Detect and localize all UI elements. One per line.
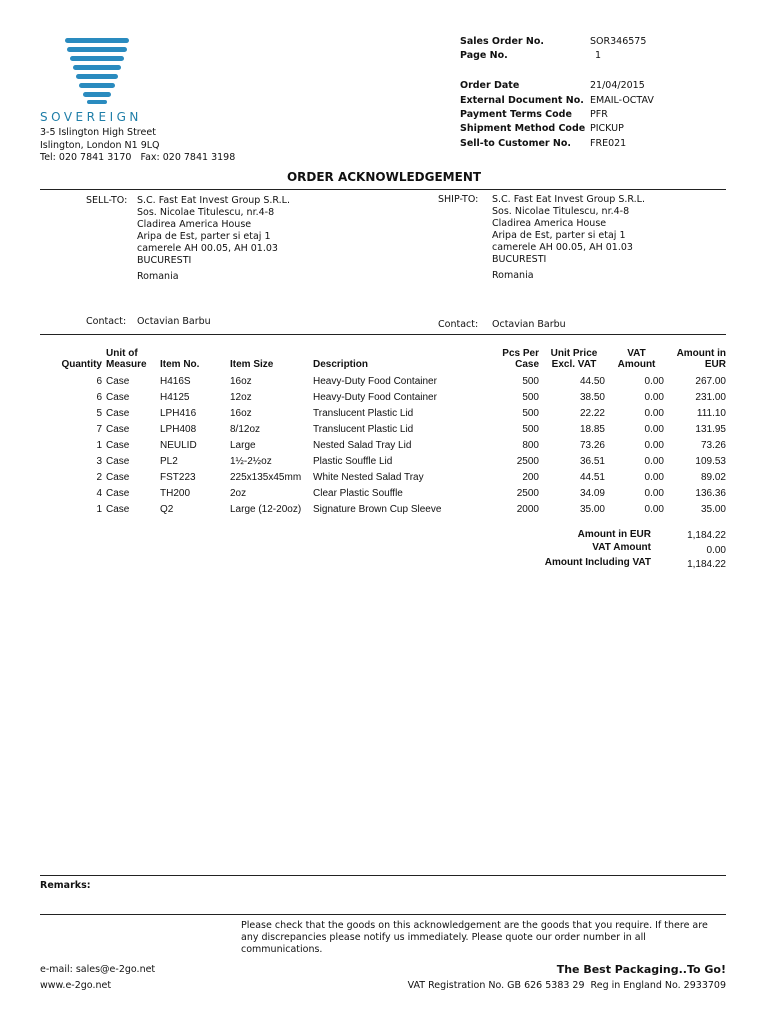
cell-pcs-per-case: 500 xyxy=(522,391,539,403)
sell-to-line: Cladirea America House xyxy=(137,219,252,230)
cell-vat-amount: 0.00 xyxy=(644,423,664,435)
page-no-value: 1 xyxy=(595,50,602,61)
cell-unit-price: 36.51 xyxy=(579,455,605,467)
remarks-bottom-divider xyxy=(40,914,726,915)
table-row xyxy=(40,501,728,517)
table-row xyxy=(40,437,728,453)
cell-quantity: 6 xyxy=(96,391,102,403)
cell-quantity: 3 xyxy=(96,455,102,467)
ship-to-line: Cladirea America House xyxy=(492,218,607,229)
col-quantity: Quantity xyxy=(61,359,102,370)
cell-item-size: 16oz xyxy=(230,407,252,419)
company-address-line1: 3-5 Islington High Street xyxy=(40,127,156,138)
title-divider xyxy=(40,189,726,190)
cell-quantity: 2 xyxy=(96,471,102,483)
sell-to-customer-no-value: FRE021 xyxy=(590,138,627,149)
cell-quantity: 6 xyxy=(96,375,102,387)
sales-order-no-label: Sales Order No. xyxy=(460,36,544,47)
table-row xyxy=(40,485,728,501)
cell-unit-of-measure: Case xyxy=(106,471,130,483)
cell-item-size: 2oz xyxy=(230,487,247,499)
sell-to-label: SELL-TO: xyxy=(86,195,128,206)
page-no-label: Page No. xyxy=(460,50,508,61)
shipment-method-code-value: PICKUP xyxy=(590,123,624,134)
cell-description: Signature Brown Cup Sleeve xyxy=(313,503,442,515)
table-row xyxy=(40,421,728,437)
ship-to-line: camerele AH 00.05, AH 01.03 xyxy=(492,242,633,253)
cell-unit-of-measure: Case xyxy=(106,439,130,451)
cell-unit-of-measure: Case xyxy=(106,423,130,435)
cell-description: Clear Plastic Souffle xyxy=(313,487,403,499)
ship-to-line: Aripa de Est, parter si etaj 1 xyxy=(492,230,626,241)
cell-item-no: LPH416 xyxy=(160,407,197,419)
cell-quantity: 1 xyxy=(96,439,102,451)
table-row xyxy=(40,453,728,469)
col-item-size: Item Size xyxy=(230,359,274,370)
cell-description: Translucent Plastic Lid xyxy=(313,423,414,435)
col-unit-of-measure: Unit of Measure xyxy=(106,348,147,370)
vat-amount-label: VAT Amount xyxy=(592,542,651,553)
ship-to-contact-label: Contact: xyxy=(438,319,479,330)
ship-to-label: SHIP-TO: xyxy=(438,194,479,205)
ship-to-line: Sos. Nicolae Titulescu, nr.4-8 xyxy=(492,206,630,217)
cell-amount-eur: 109.53 xyxy=(695,455,726,467)
cell-item-size: 16oz xyxy=(230,375,252,387)
sell-to-line: S.C. Fast Eat Invest Group S.R.L. xyxy=(137,195,290,206)
cell-vat-amount: 0.00 xyxy=(644,455,664,467)
cell-item-no: H416S xyxy=(160,375,191,387)
payment-terms-code-label: Payment Terms Code xyxy=(460,109,572,120)
cell-item-no: NEULID xyxy=(160,439,197,451)
cell-unit-of-measure: Case xyxy=(106,487,130,499)
cell-description: Plastic Souffle Lid xyxy=(313,455,393,467)
cell-quantity: 5 xyxy=(96,407,102,419)
cell-description: Translucent Plastic Lid xyxy=(313,407,414,419)
cell-description: White Nested Salad Tray xyxy=(313,471,424,483)
order-date-value: 21/04/2015 xyxy=(590,80,645,91)
cell-unit-price: 73.26 xyxy=(579,439,605,451)
cell-vat-amount: 0.00 xyxy=(644,471,664,483)
remarks-label: Remarks: xyxy=(40,880,91,891)
cell-amount-eur: 73.26 xyxy=(700,439,726,451)
address-divider xyxy=(40,334,726,335)
shipment-method-code-label: Shipment Method Code xyxy=(460,123,586,134)
cell-item-size: 12oz xyxy=(230,391,252,403)
cell-amount-eur: 111.10 xyxy=(696,407,726,419)
ship-to-contact-name: Octavian Barbu xyxy=(492,319,566,330)
cell-item-no: Q2 xyxy=(160,503,174,515)
sales-order-no-value: SOR346575 xyxy=(590,36,647,47)
sell-to-line: BUCURESTI xyxy=(137,255,192,266)
cell-pcs-per-case: 500 xyxy=(522,375,539,387)
cell-unit-of-measure: Case xyxy=(106,375,130,387)
sell-to-customer-no-label: Sell-to Customer No. xyxy=(460,138,571,149)
payment-terms-code-value: PFR xyxy=(590,109,608,120)
cell-pcs-per-case: 500 xyxy=(522,423,539,435)
cell-unit-price: 44.50 xyxy=(579,375,605,387)
cell-quantity: 1 xyxy=(96,503,102,515)
sell-to-line: Sos. Nicolae Titulescu, nr.4-8 xyxy=(137,207,275,218)
table-row xyxy=(40,373,728,389)
sell-to-line: Aripa de Est, parter si etaj 1 xyxy=(137,231,271,242)
col-vat-amount: VAT Amount xyxy=(617,348,656,370)
remarks-top-divider xyxy=(40,875,726,876)
ship-to-line: BUCURESTI xyxy=(492,254,547,265)
document-title: ORDER ACKNOWLEDGEMENT xyxy=(286,170,482,184)
cell-item-size: 8/12oz xyxy=(230,423,261,435)
cell-amount-eur: 89.02 xyxy=(700,471,726,483)
cell-amount-eur: 267.00 xyxy=(695,375,726,387)
cell-item-size: 1½-2½oz xyxy=(230,455,272,467)
company-logo xyxy=(62,36,132,106)
cell-item-size: 225x135x45mm xyxy=(230,471,302,483)
cell-amount-eur: 35.00 xyxy=(700,503,726,515)
cell-vat-amount: 0.00 xyxy=(644,487,664,499)
cell-amount-eur: 136.36 xyxy=(695,487,726,499)
cell-vat-amount: 0.00 xyxy=(644,439,664,451)
cell-pcs-per-case: 2500 xyxy=(516,487,539,499)
col-item-no: Item No. xyxy=(160,359,200,370)
cell-unit-of-measure: Case xyxy=(106,503,130,515)
cell-pcs-per-case: 500 xyxy=(522,407,539,419)
cell-item-no: PL2 xyxy=(160,455,178,467)
order-date-label: Order Date xyxy=(460,80,520,91)
cell-item-no: LPH408 xyxy=(160,423,197,435)
table-row xyxy=(40,405,728,421)
cell-pcs-per-case: 2500 xyxy=(516,455,539,467)
sell-to-contact-name: Octavian Barbu xyxy=(137,316,211,327)
cell-unit-price: 35.00 xyxy=(579,503,605,515)
company-name: SOVEREIGN xyxy=(40,110,142,124)
cell-description: Heavy-Duty Food Container xyxy=(313,391,437,403)
ship-to-address xyxy=(492,194,645,282)
col-pcs-per-case: Pcs Per Case xyxy=(502,348,539,370)
cell-unit-price: 18.85 xyxy=(579,423,605,435)
cell-pcs-per-case: 200 xyxy=(522,471,539,483)
cell-item-size: Large xyxy=(230,439,256,451)
company-tel-fax: Tel: 020 7841 3170 Fax: 020 7841 3198 xyxy=(40,152,236,163)
cell-pcs-per-case: 2000 xyxy=(516,503,539,515)
external-document-no-label: External Document No. xyxy=(460,95,584,106)
sell-to-address xyxy=(137,195,290,283)
cell-unit-of-measure: Case xyxy=(106,407,130,419)
amount-incl-vat-label: Amount Including VAT xyxy=(544,557,651,568)
cell-vat-amount: 0.00 xyxy=(644,503,664,515)
table-row xyxy=(40,469,728,485)
cell-unit-of-measure: Case xyxy=(106,391,130,403)
cell-vat-amount: 0.00 xyxy=(644,375,664,387)
cell-item-no: H4125 xyxy=(160,391,190,403)
cell-amount-eur: 131.95 xyxy=(695,423,726,435)
sell-to-line: camerele AH 00.05, AH 01.03 xyxy=(137,243,278,254)
cell-unit-price: 34.09 xyxy=(579,487,605,499)
cell-unit-of-measure: Case xyxy=(106,455,130,467)
cell-description: Nested Salad Tray Lid xyxy=(313,439,412,451)
cell-item-size: Large (12-20oz) xyxy=(230,503,302,515)
col-unit-price: Unit Price Excl. VAT xyxy=(550,348,598,370)
ship-to-line: S.C. Fast Eat Invest Group S.R.L. xyxy=(492,194,645,205)
order-lines-table xyxy=(40,348,728,517)
amount-incl-vat-value: 1,184.22 xyxy=(687,559,726,570)
cell-pcs-per-case: 800 xyxy=(522,439,539,451)
cell-item-no: FST223 xyxy=(160,471,196,483)
sell-to-contact-label: Contact: xyxy=(86,316,127,327)
cell-unit-price: 44.51 xyxy=(579,471,605,483)
col-amount-eur: Amount in EUR xyxy=(676,348,726,370)
footer-slogan: The Best Packaging..To Go! xyxy=(556,963,726,976)
footer-email: e-mail: sales@e-2go.net xyxy=(40,964,156,975)
amount-in-eur-label: Amount in EUR xyxy=(577,529,651,540)
cell-unit-price: 22.22 xyxy=(579,407,605,419)
amount-in-eur-value: 1,184.22 xyxy=(687,530,726,541)
table-row xyxy=(40,389,728,405)
ship-to-line: Romania xyxy=(492,270,534,281)
footer-website: www.e-2go.net xyxy=(40,980,112,991)
sovereign-logo-icon xyxy=(62,36,132,106)
cell-item-no: TH200 xyxy=(160,487,191,499)
cell-vat-amount: 0.00 xyxy=(644,407,664,419)
external-document-no-value: EMAIL-OCTAV xyxy=(590,95,654,106)
cell-vat-amount: 0.00 xyxy=(644,391,664,403)
sell-to-line: Romania xyxy=(137,271,179,282)
cell-unit-price: 38.50 xyxy=(579,391,605,403)
vat-amount-value: 0.00 xyxy=(706,545,726,556)
cell-quantity: 4 xyxy=(96,487,102,499)
table-header-row xyxy=(40,348,728,373)
col-description: Description xyxy=(313,359,369,370)
footer-registration: VAT Registration No. GB 626 5383 29 Reg in England No. 2933709 xyxy=(407,980,726,991)
cell-quantity: 7 xyxy=(96,423,102,435)
cell-description: Heavy-Duty Food Container xyxy=(313,375,437,387)
company-address-line2: Islington, London N1 9LQ xyxy=(40,140,160,151)
acknowledgement-notice: Please check that the goods on this acknowledgement are the goods that you require. If there are any discrepancies please notify us immediately. Please quote our order number in all communications. xyxy=(241,920,708,955)
cell-amount-eur: 231.00 xyxy=(695,391,726,403)
